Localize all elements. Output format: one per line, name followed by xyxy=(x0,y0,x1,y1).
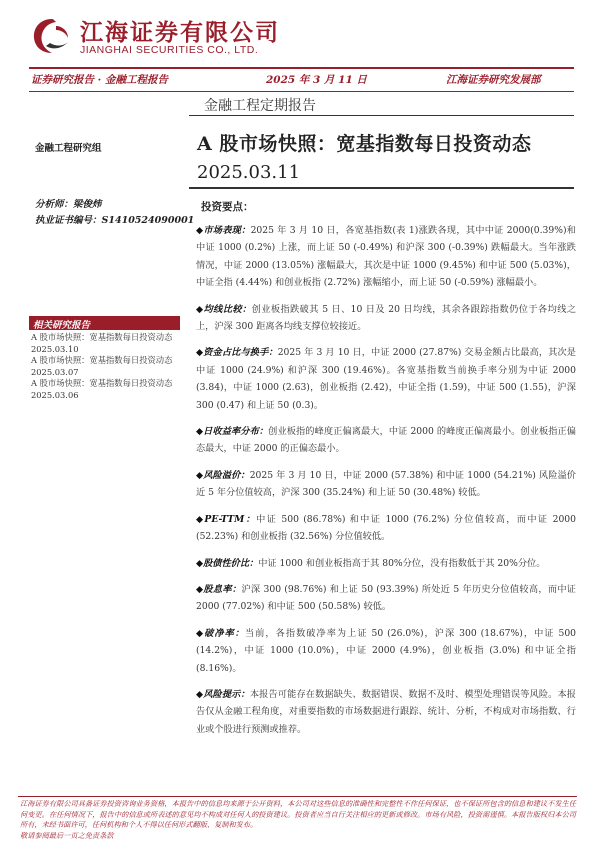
report-title: A 股市场快照：宽基指数每日投资动态 xyxy=(197,133,532,155)
footer-rule xyxy=(18,796,577,797)
title-rule-bottom xyxy=(189,187,574,189)
key-point-moving-average: ◆均线比较：创业板指跌破其 5 日、10 日及 20 日均线，其余各跟踪指数仍位于各均线之上，沪深 300 距离各均线支撑位较接近。 xyxy=(196,303,577,333)
key-point-turnover: ◆资金占比与换手：2025 年 3 月 10 日，中证 2000 (27.87%) 交易金额占比最高，其次是中证 1000 (24.9%) 和沪深 300 (19.46%)。各宽基指数当前换手率分别为中证 2000 (3.84)，中证 1000 (2.63)，创业板指 (2.42)，中证全指 (1.59)，中证 500 (1.55)，沪深 300 (0.47) 和上证 50 (0.3)。 xyxy=(196,347,576,411)
analyst-name: 分析师：梁俊炜 xyxy=(35,199,102,210)
related-reports-list xyxy=(31,332,183,402)
footer-disclaimer-text: 江海证券有限公司具备证券投资咨询业务资格，本报告中的信息均来源于公开资料，本公司对这些信息的准确性和完整性不作任何保证，也不保证所包含的信息和建议不发生任何变更。在任何情况下，报告中的信息或所表述的意见均不构成对任何人的投资建议。投资者应当自行关注相应的更新或修改。市场有风险，投资需谨慎。本报告版权归本公司所有，未经书面许可，任何机构和个人不得以任何形式翻版、复制和发布。 xyxy=(20,799,576,830)
key-point-below-book: ◆破净率：当前，各指数破净率为上证 50 (26.0%)，沪深 300 (18.67%)，中证 500 (14.2%)，中证 1000 (10.0%)，中证 2000 (4.9%)，创业板指 (3.0%) 和中证全指 (8.16%)。 xyxy=(196,627,577,674)
key-points-title: 投资要点： xyxy=(201,201,254,213)
report-date: 2025 年 3 月 11 日 xyxy=(266,74,367,86)
key-point-dividend-yield: ◆股息率：沪深 300 (98.76%) 和上证 50 (93.39%) 所处近 5 年历史分位值较高，而中证 2000 (77.02%) 和中证 500 (50.58%) 较低。 xyxy=(196,583,576,613)
report-type: 金融工程定期报告 xyxy=(204,98,316,114)
certificate-number: 执业证书编号：S1410524090001 xyxy=(35,215,195,226)
department: 江海证券研究发展部 xyxy=(446,74,541,86)
key-point-risk-premium: ◆风险溢价：2025 年 3 月 10 日，中证 2000 (57.38%) 和中证 1000 (54.21%) 风险溢价近 5 年分位值较高，沪深 300 (35.24%) 和上证 50 (30.48%) 较低。 xyxy=(196,469,576,499)
key-point-return-distribution: ◆日收益率分布：创业板指的峰度正偏离最大，中证 2000 的峰度正偏离最小。创业板指正偏态最大，中证 2000 的正偏态最小。 xyxy=(196,426,576,455)
report-title-date: 2025.03.11 xyxy=(197,162,301,183)
company-name-cn: 江海证券有限公司 xyxy=(80,19,280,46)
company-logo-icon xyxy=(30,16,74,56)
related-reports-title: 相关研究报告 xyxy=(33,320,91,331)
related-report-link[interactable]: A 股市场快照：宽基指数每日投资动态 2025.03.06 xyxy=(31,378,173,400)
header-rule xyxy=(29,67,574,69)
key-point-stock-bond: ◆股债性价比：中证 1000 和创业板指高于其 80%分位，没有指数低于其 20%分位。 xyxy=(196,557,546,569)
key-point-market-performance: ◆市场表现：2025 年 3 月 10 日，各宽基指数(表 1)涨跌各现，其中中证 2000(0.39%)和中证 1000 (0.2%) 上涨，而上证 50 (-0.49%) 和沪深 300 (-0.39%) 跌幅最大。当年涨跌情况，中证 2000 (13.05%) 涨幅最大，其次是中证 1000 (9.45%) 和中证 500 (5.03%)，中证全指 (4.44%) 和创业板指 (2.72%) 涨幅缩小，而上证 50 (-0.59%) 涨幅最小。 xyxy=(196,225,576,289)
key-points-body xyxy=(196,222,576,747)
key-point-pe-ttm: ◆PE-TTM：中证 500 (86.78%) 和中证 1000 (76.2%) 分位值较高，而中证 2000 (52.23%) 和创业板指 (32.56%) 分位值较低。 xyxy=(196,513,576,543)
title-rule-top xyxy=(189,115,574,116)
footer-disclaimer xyxy=(20,799,576,841)
related-report-link[interactable]: A 股市场快照：宽基指数每日投资动态 2025.03.10 xyxy=(31,332,173,354)
company-name-en: JIANGHAI SECURITIES CO., LTD. xyxy=(80,44,259,56)
key-point-risk-warning: ◆风险提示：本报告可能存在数据缺失、数据错误、数据不及时、模型处理错误等风险。本报告仅从金融工程角度，对重要指数的市场数据进行跟踪、统计、分析，不构成对市场指数、行业或个股进行预测或推荐。 xyxy=(196,688,576,735)
header-rule-bottom xyxy=(29,91,574,92)
research-team: 金融工程研究组 xyxy=(35,143,102,154)
related-report-link[interactable]: A 股市场快照：宽基指数每日投资动态 2025.03.07 xyxy=(31,355,173,377)
footer-disclaimer-ref[interactable]: 敬请参阅最后一页之免责条款 xyxy=(20,830,114,840)
report-category: 证券研究报告 · 金融工程报告 xyxy=(31,74,168,86)
